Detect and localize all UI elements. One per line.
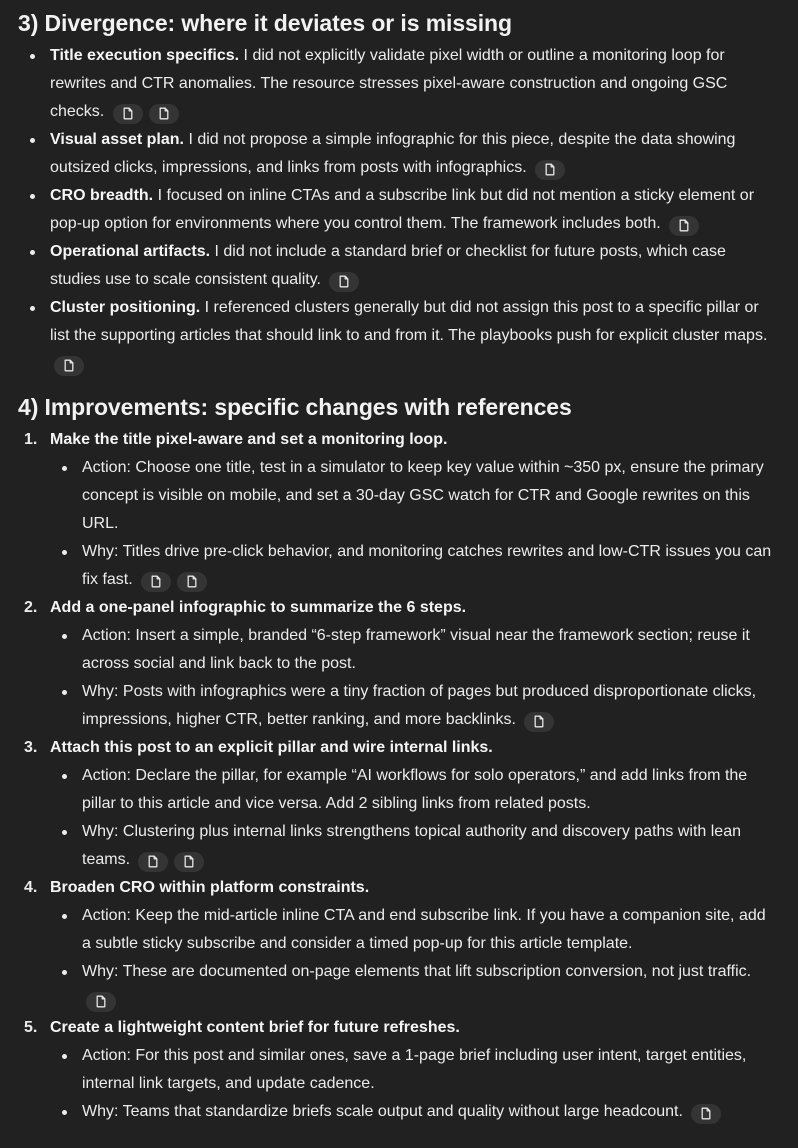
step-title: Make the title pixel-aware and set a monitoring loop. [50, 431, 448, 448]
step-number: 3. [24, 739, 38, 756]
document-icon [158, 107, 170, 120]
section-4-heading: 4) Improvements: specific changes with references [18, 394, 572, 420]
document-icon [63, 359, 75, 372]
step-number: 1. [24, 431, 38, 448]
action-text: Action: Choose one title, test in a simulator to keep key value within ~350 px, ensure the primary concept is visible on mobile, and set a 30-day GSC watch for CTR and Google rewrites on this URL. [82, 459, 764, 532]
citation-button[interactable] [86, 992, 116, 1012]
item-title: CRO breadth. [50, 187, 154, 204]
step-why [50, 958, 778, 1014]
citation-button[interactable] [691, 1104, 721, 1124]
item-text: I did not propose a simple infographic for this piece, despite the data showing outsized clicks, impressions, and links from posts with infographics. [50, 131, 736, 176]
action-text: Action: For this post and similar ones, save a 1-page brief including user intent, target entities, internal link targets, and update cadence. [82, 1047, 747, 1092]
citation-button[interactable] [54, 356, 84, 376]
item-title: Cluster positioning. [50, 299, 201, 316]
step-item [18, 734, 778, 874]
step-item [18, 594, 778, 734]
why-text: Why: These are documented on-page elements that lift subscription conversion, not just traffic. [82, 963, 752, 980]
document-icon [150, 575, 162, 588]
step-why [50, 1098, 778, 1126]
document-icon [533, 715, 545, 728]
item-title: Title execution specifics. [50, 47, 240, 64]
step-number: 4. [24, 879, 38, 896]
step-title: Attach this post to an explicit pillar and wire internal links. [50, 739, 493, 756]
list-item [18, 42, 778, 126]
item-text: I referenced clusters generally but did not assign this post to a specific pillar or list the supporting articles that should link to and from it. The playbooks push for explicit cluster maps. [50, 299, 768, 344]
step-title: Create a lightweight content brief for future refreshes. [50, 1019, 460, 1036]
citation-button[interactable] [141, 572, 171, 592]
document-icon [700, 1107, 712, 1120]
item-text: I did not include a standard brief or checklist for future posts, which case studies use to scale consistent quality. [50, 243, 726, 288]
divergence-list [18, 42, 778, 378]
step-why [50, 538, 778, 594]
item-text: I focused on inline CTAs and a subscribe link but did not mention a sticky element or pop-up option for environments where you control them. The framework includes both. [50, 187, 755, 232]
list-item [18, 238, 778, 294]
action-text: Action: Keep the mid-article inline CTA and end subscribe link. If you have a companion site, add a subtle sticky subscribe and consider a timed pop-up for this article template. [82, 907, 766, 952]
citation-button[interactable] [138, 852, 168, 872]
document-icon [95, 995, 107, 1008]
citation-button[interactable] [329, 272, 359, 292]
step-number: 5. [24, 1019, 38, 1036]
step-item [18, 874, 778, 1014]
step-item [18, 1014, 778, 1126]
document-icon [183, 855, 195, 868]
document-icon [338, 275, 350, 288]
document-icon [544, 163, 556, 176]
why-text: Why: Posts with infographics were a tiny fraction of pages but produced disproportionate clicks, impressions, higher CTR, better ranking, and more backlinks. [82, 683, 757, 728]
citation-button[interactable] [524, 712, 554, 732]
action-text: Action: Insert a simple, branded “6-step framework” visual near the framework section; reuse it across social and link back to the post. [82, 627, 750, 672]
citation-button[interactable] [177, 572, 207, 592]
step-number: 2. [24, 599, 38, 616]
citation-button[interactable] [149, 104, 179, 124]
step-action [50, 762, 778, 818]
list-item [18, 126, 778, 182]
document-icon [186, 575, 198, 588]
improvements-list [18, 426, 778, 1126]
step-why [50, 818, 778, 874]
action-text: Action: Declare the pillar, for example “AI workflows for solo operators,” and add links from the pillar to this article and vice versa. Add 2 sibling links from related posts. [82, 767, 748, 812]
document-icon [147, 855, 159, 868]
step-title: Broaden CRO within platform constraints. [50, 879, 370, 896]
citation-button[interactable] [113, 104, 143, 124]
step-action [50, 902, 778, 958]
step-action [50, 622, 778, 678]
step-item [18, 426, 778, 594]
step-action [50, 454, 778, 538]
why-text: Why: Teams that standardize briefs scale output and quality without large headcount. [82, 1103, 683, 1120]
item-text: I did not explicitly validate pixel width or outline a monitoring loop for rewrites and CTR anomalies. The resource stresses pixel-aware construction and ongoing GSC checks. [50, 47, 728, 120]
document-icon [678, 219, 690, 232]
list-item [18, 294, 778, 378]
citation-button[interactable] [669, 216, 699, 236]
document-icon [122, 107, 134, 120]
why-text: Why: Titles drive pre-click behavior, and monitoring catches rewrites and low-CTR issues you can fix fast. [82, 543, 772, 588]
citation-button[interactable] [174, 852, 204, 872]
citation-button[interactable] [535, 160, 565, 180]
step-title: Add a one-panel infographic to summarize the 6 steps. [50, 599, 467, 616]
why-text: Why: Clustering plus internal links strengthens topical authority and discovery paths with lean teams. [82, 823, 741, 868]
list-item [18, 182, 778, 238]
step-why [50, 678, 778, 734]
section-3-heading: 3) Divergence: where it deviates or is missing [18, 10, 512, 36]
item-title: Operational artifacts. [50, 243, 211, 260]
item-title: Visual asset plan. [50, 131, 184, 148]
step-action [50, 1042, 778, 1098]
